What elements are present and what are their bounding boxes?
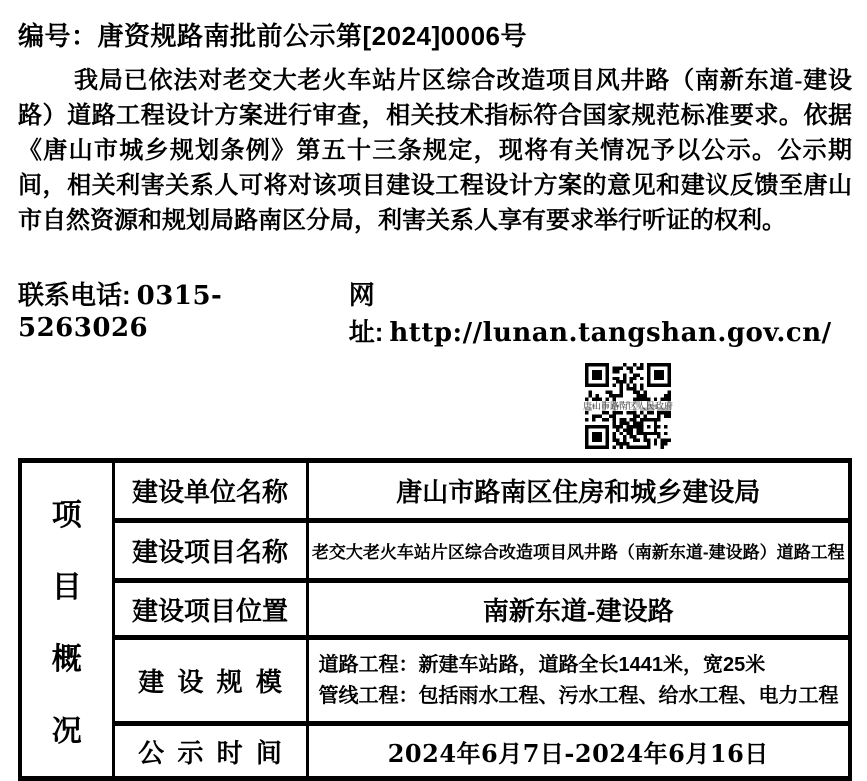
table-row-header-project-overview [20,461,113,779]
value-project-location: 南新东道-建设路 [307,581,850,638]
header-char: 项 [51,498,82,532]
table-row [20,461,850,521]
phone-label: 联系电话: [18,280,131,310]
header-char: 目 [51,570,82,604]
value-project-name: 老交大老火车站片区综合改造项目风井路（南新东道-建设路）道路工程 [307,521,850,581]
qr-caption: 唐山市路南区人民政府 [582,401,674,411]
phone-block [18,275,349,343]
value-notice-period: 2024年6月7日-2024年6月16日 [307,724,850,779]
project-overview-table [18,458,852,781]
website-label: 网址: [348,280,384,347]
value-construction-scale [307,638,850,724]
value-construction-unit: 唐山市路南区住房和城乡建设局 [307,461,850,521]
label-construction-scale: 建 设 规 模 [113,638,307,724]
label-notice-period: 公 示 时 间 [113,724,307,779]
qr-code [582,363,674,449]
vertical-header [22,463,112,776]
scale-line-road: 道路工程：新建车站路，道路全长1441米，宽25米 [318,653,766,676]
website-url[interactable]: http://lunan.tangshan.gov.cn/ [389,318,832,348]
table-row [20,638,850,724]
label-project-location: 建设项目位置 [113,581,307,638]
table-row [20,521,850,581]
label-construction-unit: 建设单位名称 [113,461,307,521]
scale-line-pipeline: 管线工程：包括雨水工程、污水工程、给水工程、电力工程 [318,684,839,707]
header-char: 况 [51,714,82,748]
phone-number: 0315-5263026 [18,281,223,343]
header-char: 概 [51,642,82,676]
label-project-name: 建设项目名称 [113,521,307,581]
website-block [349,275,852,349]
doc-number: 编号：唐资规路南批前公示第[2024]0006号 [18,21,527,51]
table-row [20,581,850,638]
table-row [20,724,850,779]
notice-body-paragraph: 我局已依法对老交大老火车站片区综合改造项目风井路（南新东道-建设路）道路工程设计方案进行审查，相关技术指标符合国家规范标准要求。依据《唐山市城乡规划条例》第五十三条规定，现将有关情况予以公示。公示期间，相关利害关系人可将对该项目建设工程设计方案的意见和建议反馈至唐山市自然资源和规划局路南区分局，利害关系人享有要求举行听证的权利。 [18,68,852,234]
contact-row [18,275,852,349]
